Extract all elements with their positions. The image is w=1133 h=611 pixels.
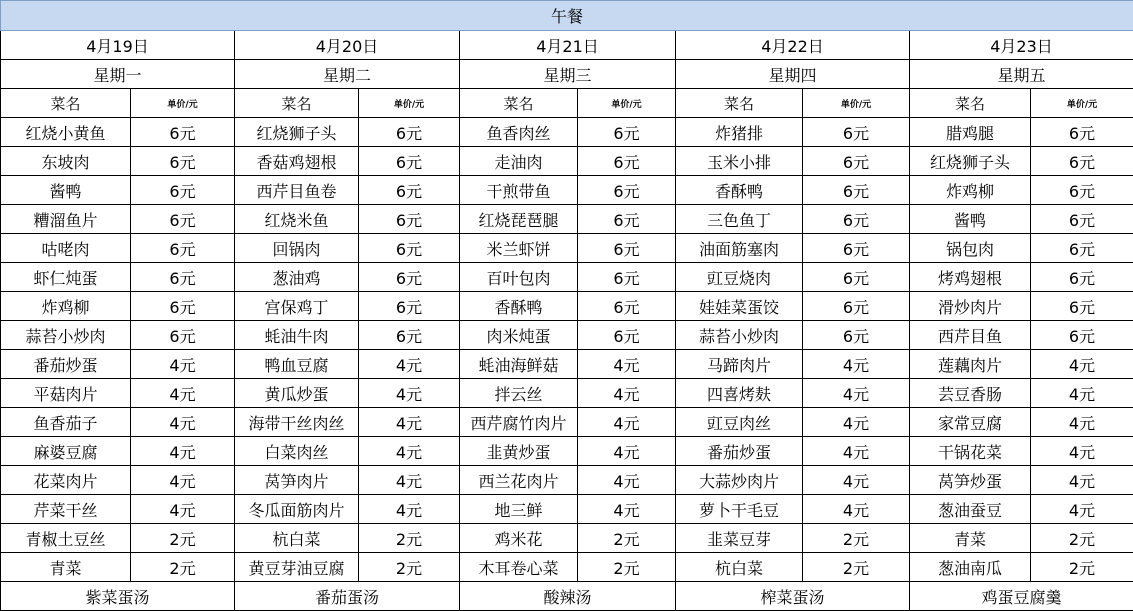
dish-name: 木耳卷心菜 xyxy=(460,553,578,582)
dish-price: 6元 xyxy=(131,205,235,234)
dish-name: 青椒土豆丝 xyxy=(1,524,131,553)
dish-name: 糟溜鱼片 xyxy=(1,205,131,234)
dish-price: 2元 xyxy=(359,524,460,553)
dish-name: 酱鸭 xyxy=(1,176,131,205)
dish-name: 地三鲜 xyxy=(460,495,578,524)
dish-name: 东坡肉 xyxy=(1,147,131,176)
soup-of-day: 番茄蛋汤 xyxy=(235,582,460,611)
dish-name: 香酥鸭 xyxy=(460,292,578,321)
dish-price: 6元 xyxy=(578,292,676,321)
dish-price: 4元 xyxy=(359,350,460,379)
dish-name: 番茄炒蛋 xyxy=(1,350,131,379)
dish-price: 6元 xyxy=(1031,176,1133,205)
dish-name: 红烧米鱼 xyxy=(235,205,359,234)
dish-price: 6元 xyxy=(131,263,235,292)
dish-price: 6元 xyxy=(803,234,910,263)
dish-price: 6元 xyxy=(359,234,460,263)
dish-price: 4元 xyxy=(803,379,910,408)
dish-name: 麻婆豆腐 xyxy=(1,437,131,466)
dish-price: 4元 xyxy=(578,408,676,437)
dish-price: 6元 xyxy=(803,321,910,350)
dish-row xyxy=(1,205,1133,234)
dish-price: 6元 xyxy=(578,263,676,292)
dish-price: 6元 xyxy=(803,263,910,292)
day-date: 4月21日 xyxy=(460,31,676,60)
dish-row xyxy=(1,147,1133,176)
dish-name: 香酥鸭 xyxy=(676,176,803,205)
soup-of-day: 酸辣汤 xyxy=(460,582,676,611)
date-row xyxy=(1,31,1133,60)
dish-price: 2元 xyxy=(578,524,676,553)
dish-price: 6元 xyxy=(359,321,460,350)
dish-name: 蚝油海鲜菇 xyxy=(460,350,578,379)
day-date: 4月23日 xyxy=(910,31,1133,60)
dish-name: 韭菜豆芽 xyxy=(676,524,803,553)
dish-price: 4元 xyxy=(359,437,460,466)
dish-price: 6元 xyxy=(131,321,235,350)
dish-name: 黄瓜炒蛋 xyxy=(235,379,359,408)
dish-price: 4元 xyxy=(359,408,460,437)
dish-name: 蒜苔小炒肉 xyxy=(676,321,803,350)
dish-name: 黄豆芽油豆腐 xyxy=(235,553,359,582)
dish-name: 鸡米花 xyxy=(460,524,578,553)
dish-price: 6元 xyxy=(359,176,460,205)
day-weekday: 星期四 xyxy=(676,60,910,89)
dish-price: 6元 xyxy=(578,205,676,234)
dish-name: 红烧小黄鱼 xyxy=(1,118,131,147)
dish-name: 滑炒肉片 xyxy=(910,292,1031,321)
dish-price: 6元 xyxy=(131,176,235,205)
day-weekday: 星期二 xyxy=(235,60,460,89)
dish-price: 4元 xyxy=(1031,437,1133,466)
menu-title: 午餐 xyxy=(1,1,1133,31)
dish-name: 冬瓜面筋肉片 xyxy=(235,495,359,524)
soup-row xyxy=(1,582,1133,611)
dish-name: 三色鱼丁 xyxy=(676,205,803,234)
dish-name: 萝卜干毛豆 xyxy=(676,495,803,524)
dish-name: 杭白菜 xyxy=(235,524,359,553)
dish-price: 4元 xyxy=(1031,466,1133,495)
day-weekday: 星期五 xyxy=(910,60,1133,89)
dish-row xyxy=(1,292,1133,321)
dish-name: 西芹腐竹肉片 xyxy=(460,408,578,437)
unit-price-header: 单价/元 xyxy=(578,89,676,118)
dish-name: 西芹目鱼卷 xyxy=(235,176,359,205)
dish-price: 4元 xyxy=(1031,350,1133,379)
dish-price: 6元 xyxy=(1031,263,1133,292)
unit-price-header: 单价/元 xyxy=(359,89,460,118)
dish-row xyxy=(1,176,1133,205)
dish-price: 4元 xyxy=(578,437,676,466)
column-header-row xyxy=(1,89,1133,118)
dish-price: 4元 xyxy=(131,379,235,408)
dish-name-header: 菜名 xyxy=(1,89,131,118)
dish-name: 家常豆腐 xyxy=(910,408,1031,437)
dish-row xyxy=(1,495,1133,524)
dish-name: 走油肉 xyxy=(460,147,578,176)
dish-price: 4元 xyxy=(131,495,235,524)
dish-price: 4元 xyxy=(359,495,460,524)
dish-name-header: 菜名 xyxy=(676,89,803,118)
dish-name: 百叶包肉 xyxy=(460,263,578,292)
dish-row xyxy=(1,437,1133,466)
dish-price: 4元 xyxy=(803,408,910,437)
dish-price: 4元 xyxy=(803,437,910,466)
dish-name: 炸鸡柳 xyxy=(1,292,131,321)
dish-price: 6元 xyxy=(578,176,676,205)
dish-name: 香菇鸡翅根 xyxy=(235,147,359,176)
dish-name: 锅包肉 xyxy=(910,234,1031,263)
dish-price: 6元 xyxy=(1031,234,1133,263)
dish-name: 米兰虾饼 xyxy=(460,234,578,263)
dish-name: 芹菜干丝 xyxy=(1,495,131,524)
dish-price: 6元 xyxy=(1031,205,1133,234)
dish-price: 4元 xyxy=(1031,408,1133,437)
dish-price: 6元 xyxy=(1031,292,1133,321)
dish-price: 6元 xyxy=(359,205,460,234)
dish-name-header: 菜名 xyxy=(235,89,359,118)
dish-price: 6元 xyxy=(131,292,235,321)
dish-price: 4元 xyxy=(803,350,910,379)
dish-price: 2元 xyxy=(1031,524,1133,553)
dish-price: 4元 xyxy=(131,437,235,466)
dish-name: 腊鸡腿 xyxy=(910,118,1031,147)
dish-name-header: 菜名 xyxy=(460,89,578,118)
dish-name: 肉米炖蛋 xyxy=(460,321,578,350)
dish-name: 番茄炒蛋 xyxy=(676,437,803,466)
dish-name: 拌云丝 xyxy=(460,379,578,408)
dish-price: 4元 xyxy=(1031,379,1133,408)
dish-row xyxy=(1,553,1133,582)
day-date: 4月19日 xyxy=(1,31,235,60)
dish-name-header: 菜名 xyxy=(910,89,1031,118)
dish-name: 鱼香肉丝 xyxy=(460,118,578,147)
dish-name: 大蒜炒肉片 xyxy=(676,466,803,495)
dish-price: 6元 xyxy=(131,234,235,263)
dish-name: 四喜烤麸 xyxy=(676,379,803,408)
dish-name: 豇豆肉丝 xyxy=(676,408,803,437)
day-weekday: 星期三 xyxy=(460,60,676,89)
dish-name: 鱼香茄子 xyxy=(1,408,131,437)
dish-name: 莲藕肉片 xyxy=(910,350,1031,379)
dish-name: 海带干丝肉丝 xyxy=(235,408,359,437)
dish-price: 4元 xyxy=(803,466,910,495)
dish-price: 4元 xyxy=(1031,495,1133,524)
dish-price: 2元 xyxy=(578,553,676,582)
dish-price: 2元 xyxy=(803,524,910,553)
dish-name: 炸鸡柳 xyxy=(910,176,1031,205)
dish-name: 韭黄炒蛋 xyxy=(460,437,578,466)
dish-price: 6元 xyxy=(803,147,910,176)
dish-name: 咕咾肉 xyxy=(1,234,131,263)
dish-name: 鸭血豆腐 xyxy=(235,350,359,379)
dish-price: 6元 xyxy=(359,118,460,147)
weekday-row xyxy=(1,60,1133,89)
day-weekday: 星期一 xyxy=(1,60,235,89)
dish-name: 莴笋炒蛋 xyxy=(910,466,1031,495)
dish-price: 6元 xyxy=(359,147,460,176)
dish-name: 芸豆香肠 xyxy=(910,379,1031,408)
dish-row xyxy=(1,408,1133,437)
dish-price: 6元 xyxy=(131,147,235,176)
dish-price: 6元 xyxy=(1031,118,1133,147)
dish-name: 烤鸡翅根 xyxy=(910,263,1031,292)
dish-price: 6元 xyxy=(359,263,460,292)
dish-price: 6元 xyxy=(578,321,676,350)
dish-name: 红烧狮子头 xyxy=(910,147,1031,176)
dish-name: 豇豆烧肉 xyxy=(676,263,803,292)
dish-name: 白菜肉丝 xyxy=(235,437,359,466)
dish-name: 干锅花菜 xyxy=(910,437,1031,466)
soup-of-day: 榨菜蛋汤 xyxy=(676,582,910,611)
dish-price: 4元 xyxy=(578,466,676,495)
dish-name: 炸猪排 xyxy=(676,118,803,147)
dish-price: 4元 xyxy=(578,379,676,408)
dish-price: 6元 xyxy=(578,118,676,147)
dish-name: 虾仁炖蛋 xyxy=(1,263,131,292)
dish-price: 4元 xyxy=(131,350,235,379)
unit-price-header: 单价/元 xyxy=(803,89,910,118)
dish-price: 6元 xyxy=(578,147,676,176)
dish-name: 玉米小排 xyxy=(676,147,803,176)
dish-price: 4元 xyxy=(803,495,910,524)
dish-name: 平菇肉片 xyxy=(1,379,131,408)
dish-name: 青菜 xyxy=(1,553,131,582)
soup-of-day: 紫菜蛋汤 xyxy=(1,582,235,611)
dish-name: 青菜 xyxy=(910,524,1031,553)
dish-name: 葱油南瓜 xyxy=(910,553,1031,582)
dish-name: 杭白菜 xyxy=(676,553,803,582)
dish-price: 6元 xyxy=(359,292,460,321)
dish-row xyxy=(1,466,1133,495)
dish-price: 6元 xyxy=(803,176,910,205)
dish-name: 蚝油牛肉 xyxy=(235,321,359,350)
dish-price: 2元 xyxy=(803,553,910,582)
dish-price: 6元 xyxy=(803,118,910,147)
dish-name: 西芹目鱼 xyxy=(910,321,1031,350)
dish-name: 西兰花肉片 xyxy=(460,466,578,495)
dish-row xyxy=(1,263,1133,292)
dish-row xyxy=(1,524,1133,553)
dish-name: 回锅肉 xyxy=(235,234,359,263)
dish-row xyxy=(1,321,1133,350)
unit-price-header: 单价/元 xyxy=(1031,89,1133,118)
dish-name: 娃娃菜蛋饺 xyxy=(676,292,803,321)
dish-price: 4元 xyxy=(131,466,235,495)
dish-name: 干煎带鱼 xyxy=(460,176,578,205)
dish-price: 6元 xyxy=(803,205,910,234)
dish-price: 2元 xyxy=(131,553,235,582)
dish-price: 2元 xyxy=(359,553,460,582)
dish-name: 油面筋塞肉 xyxy=(676,234,803,263)
dish-price: 2元 xyxy=(1031,553,1133,582)
dish-price: 6元 xyxy=(131,118,235,147)
dish-name: 宫保鸡丁 xyxy=(235,292,359,321)
dish-name: 蒜苔小炒肉 xyxy=(1,321,131,350)
dish-row xyxy=(1,234,1133,263)
dish-row xyxy=(1,379,1133,408)
dish-name: 花菜肉片 xyxy=(1,466,131,495)
dish-price: 4元 xyxy=(578,495,676,524)
day-date: 4月20日 xyxy=(235,31,460,60)
dish-price: 6元 xyxy=(1031,147,1133,176)
dish-price: 4元 xyxy=(359,379,460,408)
dish-price: 6元 xyxy=(578,234,676,263)
unit-price-header: 单价/元 xyxy=(131,89,235,118)
dish-price: 4元 xyxy=(359,466,460,495)
dish-name: 酱鸭 xyxy=(910,205,1031,234)
dish-price: 6元 xyxy=(803,292,910,321)
dish-row xyxy=(1,118,1133,147)
dish-price: 4元 xyxy=(578,350,676,379)
soup-of-day: 鸡蛋豆腐羹 xyxy=(910,582,1133,611)
dish-price: 2元 xyxy=(131,524,235,553)
dish-price: 4元 xyxy=(131,408,235,437)
dish-name: 莴笋肉片 xyxy=(235,466,359,495)
dish-price: 6元 xyxy=(1031,321,1133,350)
dish-name: 红烧狮子头 xyxy=(235,118,359,147)
dish-name: 马蹄肉片 xyxy=(676,350,803,379)
dish-name: 红烧琵琶腿 xyxy=(460,205,578,234)
dish-row xyxy=(1,350,1133,379)
dish-name: 葱油鸡 xyxy=(235,263,359,292)
day-date: 4月22日 xyxy=(676,31,910,60)
dish-name: 葱油蚕豆 xyxy=(910,495,1031,524)
